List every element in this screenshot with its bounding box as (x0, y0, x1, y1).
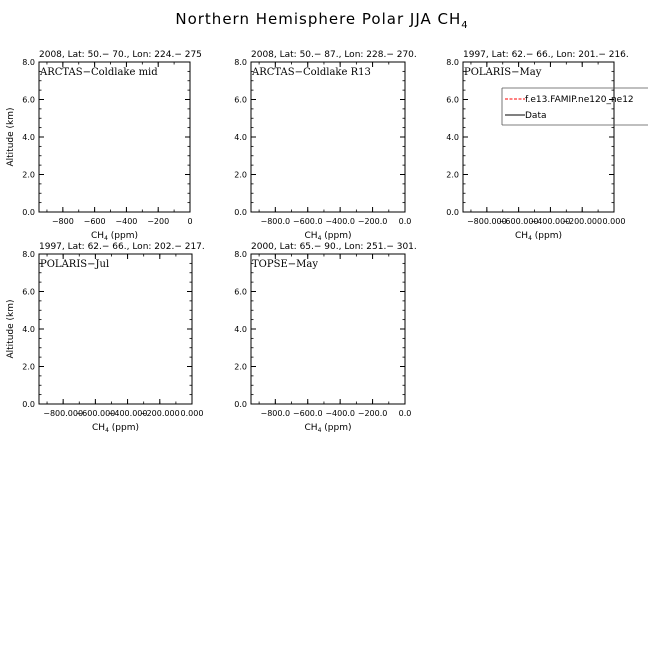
panel-header: 1997, Lat: 62.− 66., Lon: 202.− 217. (39, 242, 205, 252)
y-tick-label: 0.0 (22, 400, 35, 409)
chart-panel-4 (6, 242, 205, 434)
x-tick-label: −600.0 (292, 409, 323, 418)
y-tick-label: 4.0 (234, 133, 247, 142)
campaign-label: POLARIS−Jul (40, 259, 110, 270)
y-axis-label: Altitude (km) (6, 299, 16, 359)
x-tick-label: −800.000 (43, 409, 84, 418)
chart-panel-1 (6, 50, 202, 242)
y-tick-label: 6.0 (234, 95, 247, 105)
panel-header: 2008, Lat: 50.− 70., Lon: 224.− 275 (39, 50, 202, 60)
y-tick-label: 8.0 (22, 58, 35, 67)
y-axis-label: Altitude (km) (6, 107, 16, 167)
plot-frame (39, 254, 192, 404)
plot-frame (251, 254, 405, 404)
y-tick-label: 0.0 (234, 208, 247, 217)
y-tick-label: 6.0 (234, 287, 247, 297)
y-tick-label: 6.0 (446, 95, 459, 105)
x-tick-label: 0.0 (398, 217, 412, 226)
x-tick-label: −400.0 (325, 409, 355, 418)
y-tick-label: 6.0 (22, 287, 35, 297)
x-tick-label: 0 (187, 217, 193, 226)
plot-frame (39, 62, 190, 212)
x-tick-label: −400.000 (107, 409, 148, 418)
y-tick-label: 0.0 (446, 208, 459, 217)
x-tick-label: −600.000 (498, 217, 539, 226)
chart-panel-2 (234, 50, 417, 242)
y-tick-label: 2.0 (234, 170, 247, 180)
x-axis-label: $CH_4$ (ppm) (91, 231, 138, 242)
x-axis-label: $CH_4$ (ppm) (304, 231, 352, 242)
y-tick-label: 8.0 (22, 250, 35, 259)
campaign-label: POLARIS−May (464, 67, 542, 78)
panel-header: 2000, Lat: 65.− 90., Lon: 251.− 301. (251, 242, 417, 252)
panel-header: 1997, Lat: 62.− 66., Lon: 201.− 216. (463, 50, 629, 60)
x-tick-label: 0.0 (398, 409, 412, 418)
chart-panel-3 (446, 50, 648, 242)
x-axis-label: $CH_4$ (ppm) (304, 423, 352, 434)
x-tick-label: 0.000 (602, 217, 626, 226)
y-tick-label: 8.0 (234, 58, 247, 67)
figure-title: Northern Hemisphere Polar JJA $CH_4$ (175, 10, 469, 31)
x-tick-label: −400 (115, 217, 138, 226)
x-tick-label: −400.0 (325, 217, 355, 226)
x-tick-label: −600.000 (75, 409, 116, 418)
y-tick-label: 2.0 (22, 362, 35, 372)
x-tick-label: −200.000 (562, 217, 603, 226)
x-axis-label: $CH_4$ (ppm) (515, 231, 562, 242)
panel-header: 2008, Lat: 50.− 87., Lon: 228.− 270. (251, 50, 417, 60)
y-tick-label: 8.0 (234, 250, 247, 259)
x-tick-label: −200.0 (357, 217, 388, 226)
x-tick-label: −200.0 (357, 409, 388, 418)
plot-frame (463, 62, 614, 212)
legend-data-label: Data (525, 111, 547, 121)
campaign-label: ARCTAS−Coldlake mid (40, 67, 158, 78)
y-tick-label: 0.0 (22, 208, 35, 217)
x-tick-label: −800 (51, 217, 74, 226)
x-tick-label: −800.0 (260, 217, 291, 226)
x-tick-label: 0.000 (180, 409, 204, 418)
legend (502, 88, 648, 125)
x-tick-label: −200 (147, 217, 170, 226)
y-tick-label: 0.0 (234, 400, 247, 409)
x-tick-label: −800.000 (466, 217, 507, 226)
y-tick-label: 4.0 (234, 325, 247, 334)
y-tick-label: 2.0 (22, 170, 35, 180)
x-axis-label: $CH_4$ (ppm) (92, 423, 139, 434)
y-tick-label: 2.0 (234, 362, 247, 372)
y-tick-label: 4.0 (22, 133, 35, 142)
x-tick-label: −400.000 (530, 217, 571, 226)
x-tick-label: −600 (83, 217, 106, 226)
campaign-label: TOPSE−May (252, 259, 318, 270)
x-tick-label: −800.0 (260, 409, 291, 418)
y-tick-label: 8.0 (446, 58, 459, 67)
y-tick-label: 4.0 (446, 133, 459, 142)
x-tick-label: −600.0 (292, 217, 323, 226)
x-tick-label: −200.000 (139, 409, 180, 418)
y-tick-label: 2.0 (446, 170, 459, 180)
chart-panel-5 (234, 242, 417, 434)
y-tick-label: 4.0 (22, 325, 35, 334)
y-tick-label: 6.0 (22, 95, 35, 105)
campaign-label: ARCTAS−Coldlake R13 (252, 67, 371, 78)
plot-frame (251, 62, 405, 212)
legend-model-label: f.e13.FAMIP.ne120_ne12 (525, 95, 634, 105)
